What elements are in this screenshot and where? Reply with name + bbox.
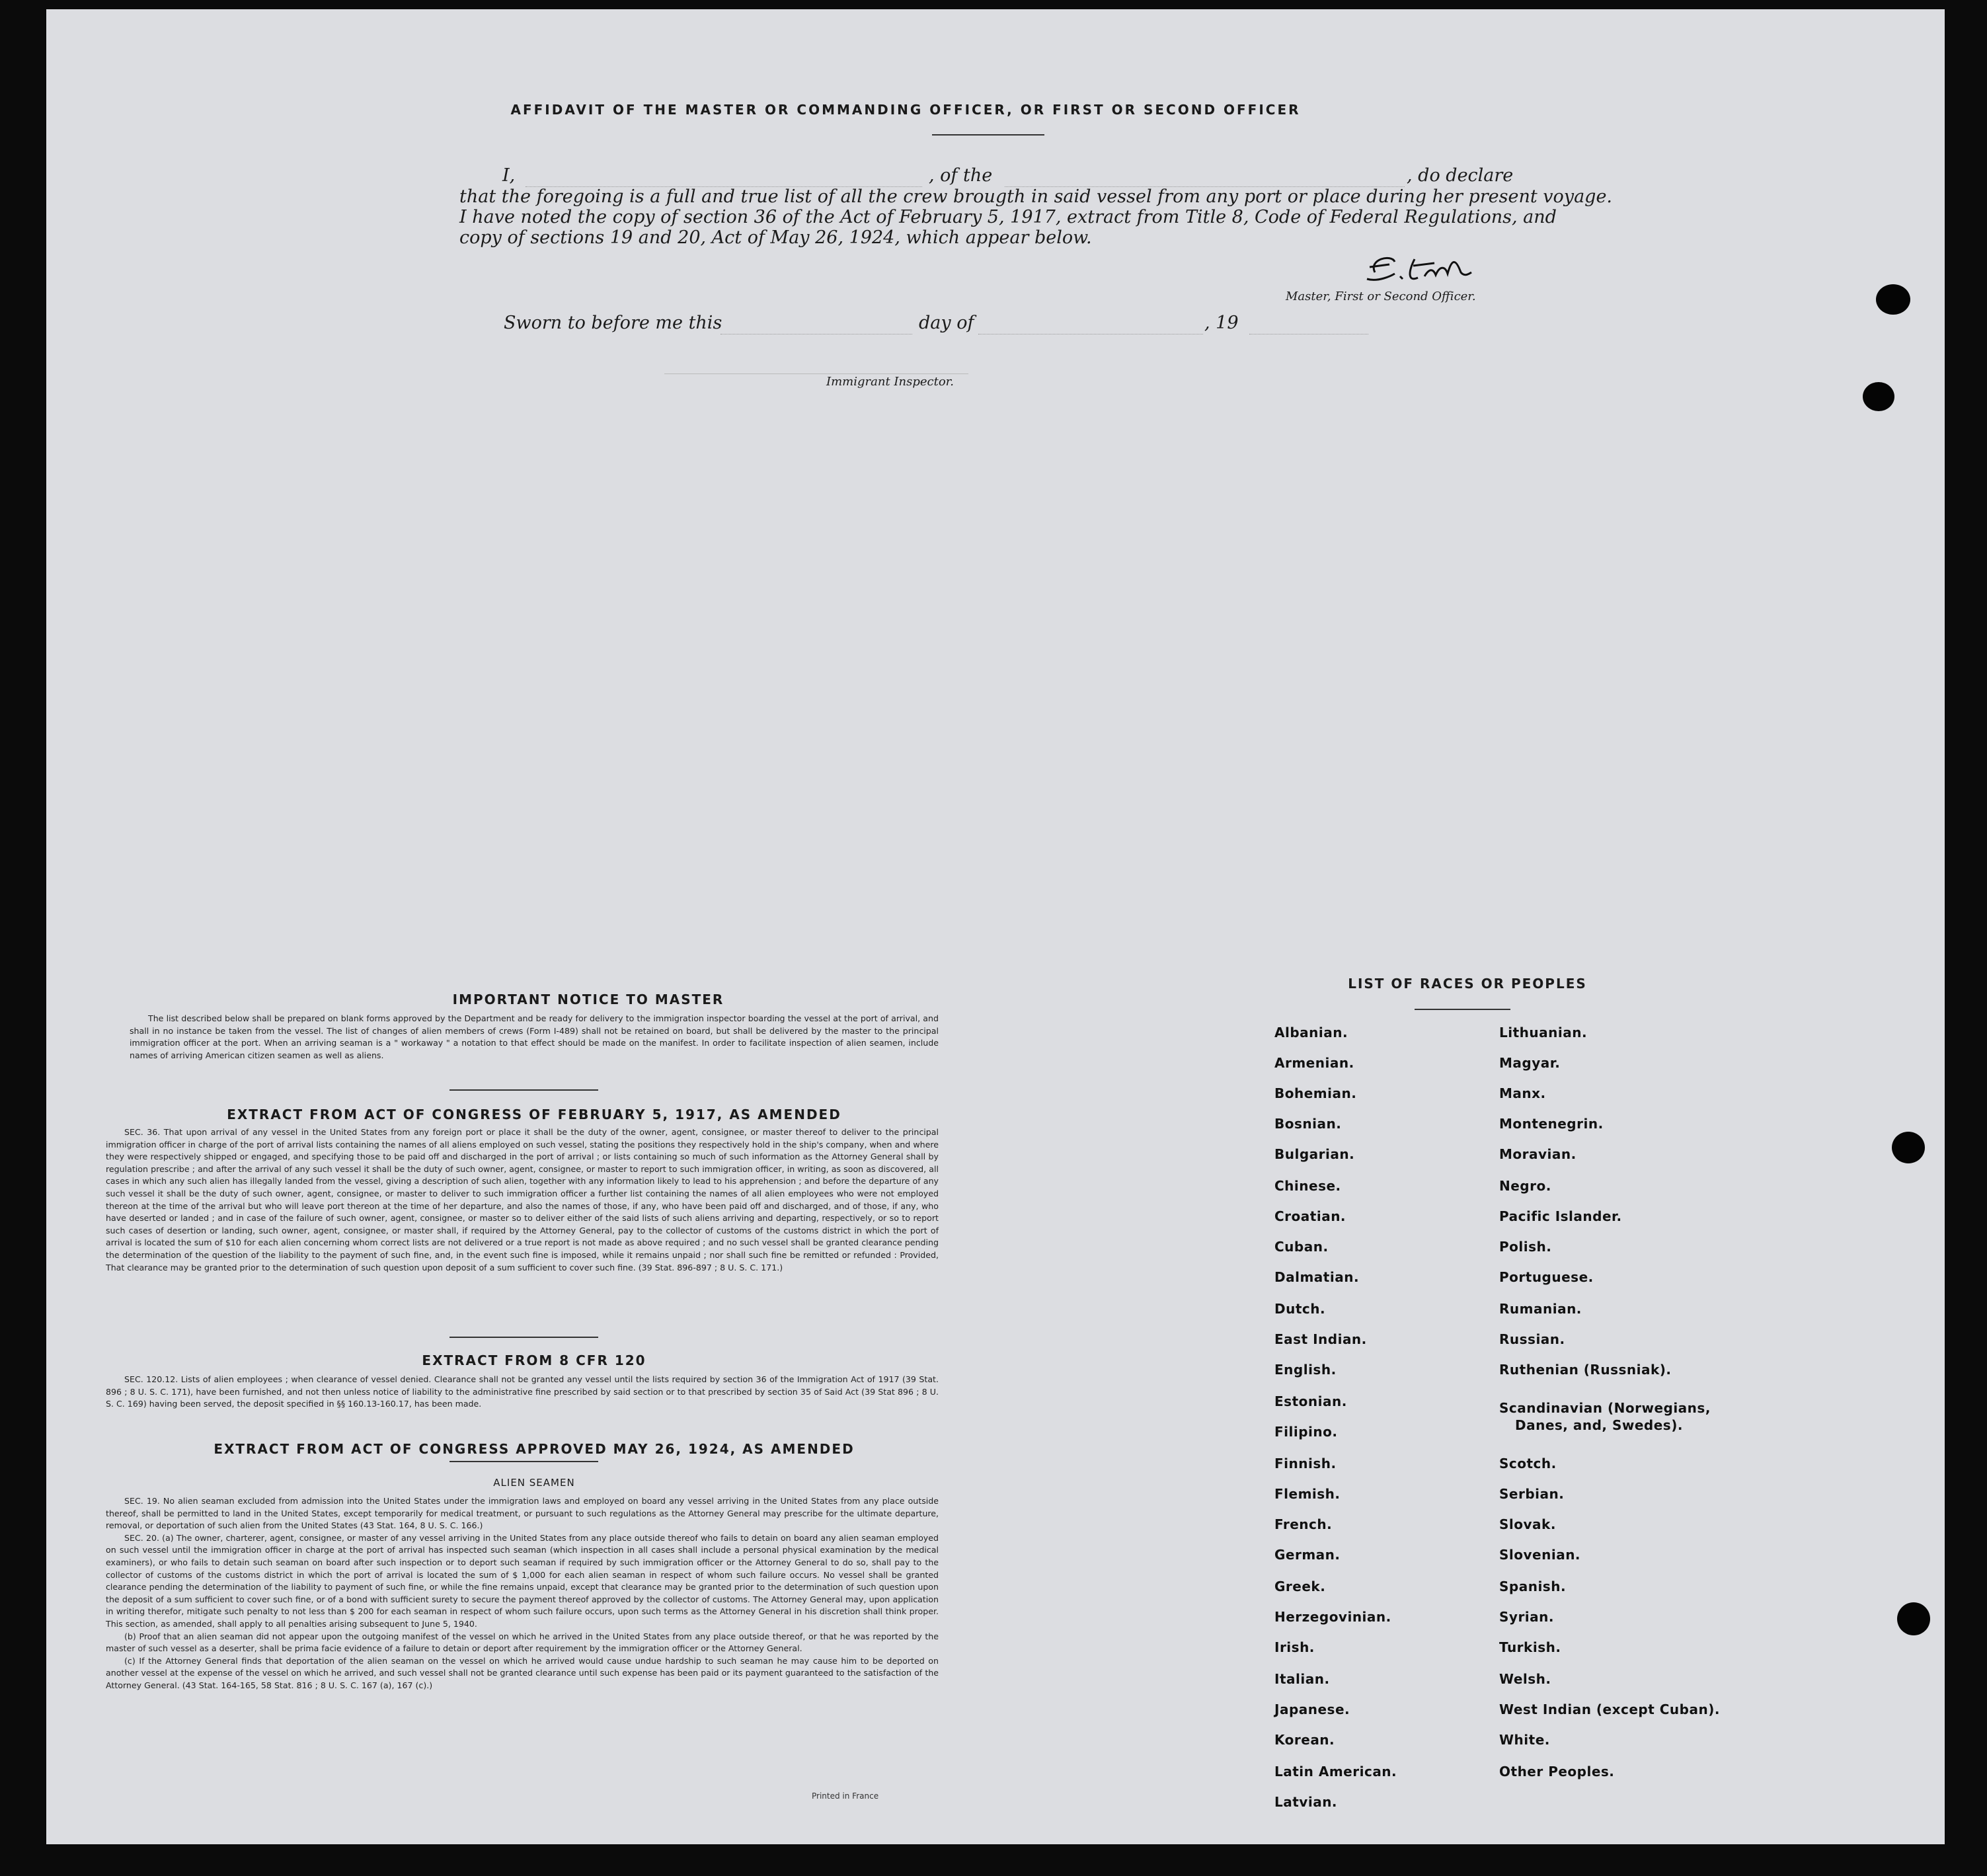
year-text: , 19 [1204,313,1239,333]
race-item: Rumanian. [1499,1301,1582,1317]
race-item: Slovak. [1499,1516,1556,1532]
race-item: Polish. [1499,1239,1552,1255]
sworn-text: Sworn to before me this [504,313,722,333]
race-item: West Indian (except Cuban). [1499,1701,1720,1717]
race-item: Moravian. [1499,1146,1577,1162]
race-item: Scandinavian (Norwegians, [1499,1400,1711,1416]
extract-1917-body [106,1126,939,1274]
notice-body [130,1013,939,1062]
extract-1917-title: EXTRACT FROM ACT OF CONGRESS OF FEBRUARY 5, 1917, AS AMENDED [227,1107,841,1122]
section-rule [449,1089,598,1091]
race-item: Pacific Islander. [1499,1208,1622,1224]
race-item: Japanese. [1274,1701,1350,1717]
race-item: German. [1274,1547,1341,1563]
race-item: Welsh. [1499,1671,1551,1687]
race-item: Latin American. [1274,1764,1397,1779]
race-item: Latvian. [1274,1794,1338,1810]
inspector-caption: Immigrant Inspector. [826,375,955,389]
race-item: Negro. [1499,1178,1551,1194]
race-item: Montenegrin. [1499,1116,1604,1132]
race-item: Bosnian. [1274,1116,1342,1132]
section-rule [449,1461,598,1462]
alien-seamen-subtitle: ALIEN SEAMEN [493,1477,575,1489]
race-item: Chinese. [1274,1178,1341,1194]
race-item: Scotch. [1499,1456,1557,1471]
race-item: English. [1274,1362,1337,1378]
race-item: Armenian. [1274,1055,1354,1071]
affidavit-i: I, [502,165,516,186]
race-item: Cuban. [1274,1239,1329,1255]
punch-hole [1892,1132,1925,1163]
race-item: Albanian. [1274,1025,1348,1040]
race-item: Portuguese. [1499,1269,1594,1285]
day-of-text: day of [919,313,974,333]
race-item: Slovenian. [1499,1547,1581,1563]
race-item: Bulgarian. [1274,1146,1355,1162]
race-item: Russian. [1499,1331,1565,1347]
signature-caption: Master, First or Second Officer. [1286,290,1476,303]
race-item: Serbian. [1499,1486,1565,1502]
handwritten-signature [1355,246,1500,292]
race-item: Dutch. [1274,1301,1326,1317]
race-item: Greek. [1274,1579,1326,1594]
extract-1924-body [106,1495,939,1692]
race-item: Magyar. [1499,1055,1561,1071]
punch-hole [1897,1602,1930,1635]
affidavit-line3: I have noted the copy of section 36 of the Act of February 5, 1917, extract from Title 8, Code of Federal Regulations, and [459,207,1557,227]
race-item: French. [1274,1516,1333,1532]
inspector-signature-line [664,373,968,374]
race-item: Filipino. [1274,1424,1338,1440]
affidavit-line4: copy of sections 19 and 20, Act of May 26, 1924, which appear below. [459,227,1092,248]
printed-in-france: Printed in France [812,1791,879,1801]
sec20a-paragraph: SEC. 20. (a) The owner, charterer, agent, consignee, or master of any vessel arriving in the United States from any place outside thereof who fails to detain on board any alien seaman employed on such vessel until the immigration officer in charge at the port of arrival has inspected such seaman (which inspection in all cases shall include a personal physical examination by the medical examiners), or who fails to detain such seaman on board after such inspection or to deport such seaman if required by such immigration officer or the Attorney General to do so, shall pay to the collector of customs of the customs district in which the port of arrival is located the sum of $ 1,000 for each alien seaman in respect of whom such failure occurs. No vessel shall be granted clearance pending the determination of the liability to payment of such fine, or while the fine remains unpaid, except that clearance may be granted prior to the determination of such question upon the deposit of a sum sufficient to cover such fine, or of a bond with sufficient surety to secure the payment thereof approved by the collector of customs. The Attorney General may, upon application in writing therefor, mitigate such penalty to not less than $ 200 for each seaman in respect of whom such failure occurs, upon such terms as the Attorney General in his discretion shall think proper. This section, as amended, shall apply to all penalties arising subsequent to June 5, 1940. [106,1532,939,1629]
race-item: Irish. [1274,1639,1315,1655]
extract-1924-title: EXTRACT FROM ACT OF CONGRESS APPROVED MAY 26, 1924, AS AMENDED [214,1441,855,1457]
race-item: Herzegovinian. [1274,1609,1391,1625]
races-title-rule [1415,1009,1510,1010]
sec20c-paragraph: (c) If the Attorney General finds that deportation of the alien seaman on the vessel on which he arrived would cause undue hardship to such seaman he may cause him to be deported on another vessel at the expense of the vessel on which he arrived, and such vessel shall not be granted clearance until such expense has been paid or its payment guaranteed to the satisfaction of the Attorney General. (43 Stat. 164-165, 58 Stat. 816 ; 8 U. S. C. 167 (a), 167 (c).) [106,1655,939,1690]
title-rule [932,134,1044,136]
race-item: Estonian. [1274,1393,1347,1409]
sec20b-paragraph: (b) Proof that an alien seaman did not appear upon the outgoing manifest of the vessel on which he arrived in the United States from any place outside thereof, or that he was reported by the master of such vessel as a deserter, shall be prima facie evidence of a failure to detain or deport after requirement by the immigration officer or the Attorney General. [106,1631,939,1654]
race-item: Syrian. [1499,1609,1554,1625]
sec120-paragraph: SEC. 120.12. Lists of alien employees ; when clearance of vessel denied. Clearance shall not be granted any vessel until the lists required by section 36 of the Immigration Act of 1917 (39 Stat. 896 ; 8 U. S. C. 171), have been furnished, and not then unless notice of liability to the administrative fine prescribed by said section or to that prescribed by section 35 of Said Act (39 Stat 896 ; 8 U. S. C. 169) having been served, the deposit specified in §§ 160.13-160.17, has been made. [106,1374,939,1409]
race-item: Croatian. [1274,1208,1346,1224]
punch-hole [1863,382,1894,411]
race-item: Other Peoples. [1499,1764,1615,1779]
race-item: East Indian. [1274,1331,1367,1347]
affidavit-line2: that the foregoing is a full and true list of all the crew brougth in said vessel from any port or place during her present voyage. [459,186,1613,207]
races-title: LIST OF RACES OR PEOPLES [1348,976,1587,992]
race-item: Italian. [1274,1671,1330,1687]
punch-hole [1876,284,1910,315]
race-item: Finnish. [1274,1456,1337,1471]
race-item: Danes, and, Swedes). [1515,1417,1683,1433]
race-item: Manx. [1499,1085,1546,1101]
race-item: Korean. [1274,1732,1335,1748]
affidavit-declare: , do declare [1407,165,1514,186]
extract-8cfr-body [106,1374,939,1411]
affidavit-of-the: , of the [929,165,993,186]
sec36-paragraph: SEC. 36. That upon arrival of any vessel in the United States from any foreign port or place it shall be the duty of the owner, agent, consignee, or master thereof to deliver to the principal immigration officer in charge of the port of arrival lists containing the names of all aliens employed on such vessel, stating the positions they respectively hold in the ship's company, when and where they were respectively shipped or engaged, and specifying those to be paid off and discharged in the port of arrival ; or lists containing so much of such information as the Attorney General shall by regulation prescribe ; and after the arrival of any such vessel it shall be the duty of such owner, agent, consignee, or master to report to such immigration officer, in writing, as soon as discovered, all cases in which any such alien has illegally landed from the vessel, giving a description of such alien, together with any information likely to lead to his apprehension ; and before the departure of any such vessel it shall be the duty of such owner, agent, consignee, or master to deliver to such immigration officer a further list containing the names of all alien employees who were not employed thereon at the time of the arrival but who will leave port thereon at the time of her departure, and also the names of those, if any, who have been paid off and discharged, and of those, if any, who have deserted or landed ; and in case of the failure of such owner, agent, consignee, or master so to deliver either of the said lists of such aliens arriving and departing, respectively, or so to report such cases of desertion or landing, such owner, agent, consignee, or master shall, if required by the Attorney General, pay to the collector of customs of the customs district in which the port of arrival is located the sum of $10 for each alien concerning whom correct lists are not delivered or a true report is not made as above required ; and no such vessel shall be granted clearance pending the determination of the question of the liability to the payment of such fine, and, in the event such fine is imposed, while it remains unpaid ; nor shall such fine be remitted or refunded : Provided, That clearance may be granted prior to the determination of such question upon deposit of a sum sufficient to cover such fine. (39 Stat. 896-897 ; 8 U. S. C. 171.) [106,1127,939,1272]
race-item: Turkish. [1499,1639,1561,1655]
section-rule [449,1337,598,1338]
race-item: Ruthenian (Russniak). [1499,1362,1672,1378]
affidavit-title: AFFIDAVIT OF THE MASTER OR COMMANDING OFFICER, OR FIRST OR SECOND OFFICER [510,102,1301,118]
race-item: Flemish. [1274,1486,1341,1502]
notice-paragraph: The list described below shall be prepared on blank forms approved by the Department and be ready for delivery to the immigration inspector boarding the vessel at the port of arrival, and shall in no instance be taken from the vessel. The list of changes of alien members of crews (Form I-489) shall not be retained on board, but shall be delivered by the master to the principal immigration officer at the port. When an arriving seaman is a " workaway " a notation to that effect should be made on the manifest. In order to facilitate inspection of alien seamen, include names of arriving American citizen seamen as well as aliens. [130,1013,939,1060]
race-item: White. [1499,1732,1550,1748]
race-item: Bohemian. [1274,1085,1357,1101]
race-item: Spanish. [1499,1579,1567,1594]
notice-title: IMPORTANT NOTICE TO MASTER [452,992,724,1007]
race-item: Lithuanian. [1499,1025,1588,1040]
race-item: Dalmatian. [1274,1269,1360,1285]
sec19-paragraph: SEC. 19. No alien seaman excluded from admission into the United States under the immigration laws and employed on board any vessel arriving in the United States from any place outside thereof, shall be permitted to land in the United States, except temporarily for medical treatment, or pursuant to such regulations as the Attorney General may prescribe for the ultimate departure, removal, or deportation of such alien from the United States (43 Stat. 164, 8 U. S. C. 166.) [106,1496,939,1531]
extract-8cfr-title: EXTRACT FROM 8 CFR 120 [422,1352,646,1368]
